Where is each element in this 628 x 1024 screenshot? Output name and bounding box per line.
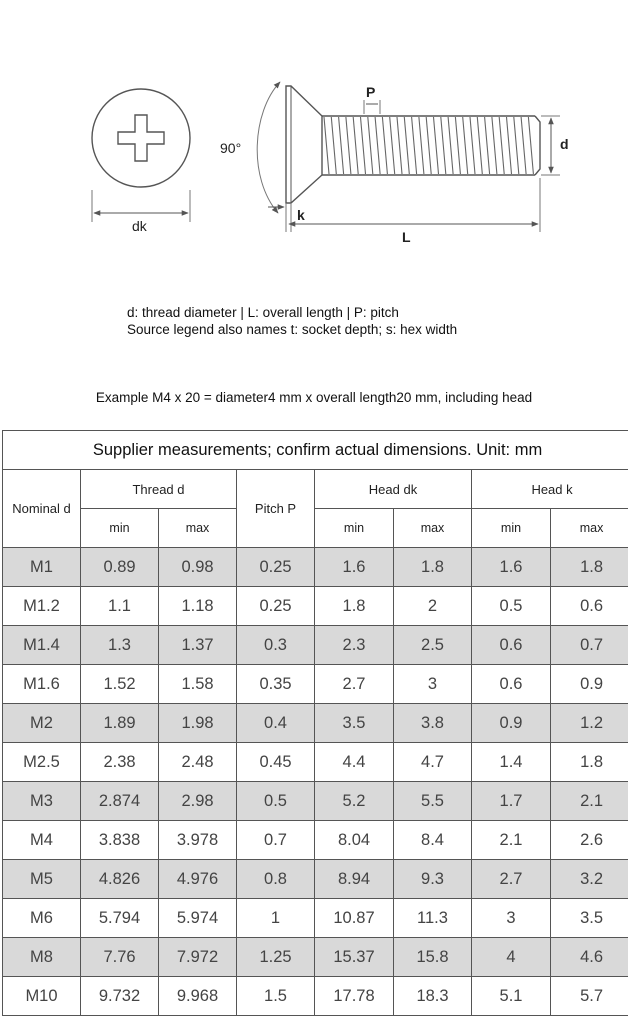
cell-dk-min: 3.5 bbox=[315, 704, 394, 743]
cell-dk-max: 9.3 bbox=[394, 860, 472, 899]
L-label: L bbox=[402, 229, 411, 245]
table-row bbox=[3, 704, 628, 743]
cell-k-min: 1.6 bbox=[472, 548, 551, 587]
cell-thread-min: 7.76 bbox=[81, 938, 159, 977]
angle-label: 90° bbox=[220, 140, 242, 156]
screw-technical-drawing bbox=[0, 0, 628, 290]
cell-k-min: 1.4 bbox=[472, 743, 551, 782]
cell-thread-max: 1.58 bbox=[159, 665, 237, 704]
angle-arc bbox=[257, 82, 280, 213]
cell-nominal: M4 bbox=[3, 821, 81, 860]
cell-k-max: 3.5 bbox=[551, 899, 628, 938]
cell-pitch: 0.25 bbox=[237, 587, 315, 626]
header-k-min: min bbox=[472, 509, 551, 548]
header-k-max: max bbox=[551, 509, 628, 548]
cell-thread-min: 5.794 bbox=[81, 899, 159, 938]
cell-thread-min: 1.89 bbox=[81, 704, 159, 743]
cell-dk-min: 4.4 bbox=[315, 743, 394, 782]
cell-thread-min: 9.732 bbox=[81, 977, 159, 1016]
cell-pitch: 0.25 bbox=[237, 548, 315, 587]
header-thread-min: min bbox=[81, 509, 159, 548]
cell-dk-max: 3.8 bbox=[394, 704, 472, 743]
cell-dk-max: 3 bbox=[394, 665, 472, 704]
cell-pitch: 0.7 bbox=[237, 821, 315, 860]
cell-k-max: 0.7 bbox=[551, 626, 628, 665]
cell-dk-min: 10.87 bbox=[315, 899, 394, 938]
table-row bbox=[3, 977, 628, 1016]
example-note: Example M4 x 20 = diameter4 mm x overall length20 mm, including head bbox=[95, 390, 533, 405]
header-dk-max: max bbox=[394, 509, 472, 548]
cell-k-min: 2.7 bbox=[472, 860, 551, 899]
cell-nominal: M3 bbox=[3, 782, 81, 821]
cell-thread-max: 3.978 bbox=[159, 821, 237, 860]
cell-dk-min: 2.3 bbox=[315, 626, 394, 665]
table-row bbox=[3, 626, 628, 665]
cell-k-max: 2.6 bbox=[551, 821, 628, 860]
cell-k-max: 1.8 bbox=[551, 743, 628, 782]
cell-k-max: 4.6 bbox=[551, 938, 628, 977]
table-row bbox=[3, 782, 628, 821]
cell-thread-min: 4.826 bbox=[81, 860, 159, 899]
cell-dk-max: 5.5 bbox=[394, 782, 472, 821]
cell-k-max: 0.6 bbox=[551, 587, 628, 626]
cell-pitch: 0.45 bbox=[237, 743, 315, 782]
cell-k-max: 5.7 bbox=[551, 977, 628, 1016]
cell-dk-min: 15.37 bbox=[315, 938, 394, 977]
cell-thread-min: 1.52 bbox=[81, 665, 159, 704]
cell-thread-max: 9.968 bbox=[159, 977, 237, 1016]
cell-pitch: 0.3 bbox=[237, 626, 315, 665]
header-dk-min: min bbox=[315, 509, 394, 548]
header-head-k: Head k bbox=[472, 470, 628, 509]
screw-head-top-view bbox=[92, 89, 190, 222]
dimension-table bbox=[2, 430, 628, 1016]
cell-k-max: 0.9 bbox=[551, 665, 628, 704]
cell-dk-min: 8.94 bbox=[315, 860, 394, 899]
cell-k-min: 0.6 bbox=[472, 665, 551, 704]
cell-dk-min: 8.04 bbox=[315, 821, 394, 860]
cell-nominal: M2 bbox=[3, 704, 81, 743]
cell-dk-min: 5.2 bbox=[315, 782, 394, 821]
cell-pitch: 0.35 bbox=[237, 665, 315, 704]
cell-dk-min: 1.6 bbox=[315, 548, 394, 587]
cell-k-min: 3 bbox=[472, 899, 551, 938]
cell-thread-max: 2.48 bbox=[159, 743, 237, 782]
cell-k-max: 1.2 bbox=[551, 704, 628, 743]
table-row bbox=[3, 587, 628, 626]
cell-thread-max: 7.972 bbox=[159, 938, 237, 977]
cell-dk-max: 11.3 bbox=[394, 899, 472, 938]
header-thread-max: max bbox=[159, 509, 237, 548]
cell-thread-min: 1.3 bbox=[81, 626, 159, 665]
cell-thread-max: 4.976 bbox=[159, 860, 237, 899]
table-row bbox=[3, 548, 628, 587]
cell-thread-min: 2.38 bbox=[81, 743, 159, 782]
cell-thread-max: 1.98 bbox=[159, 704, 237, 743]
cell-pitch: 0.4 bbox=[237, 704, 315, 743]
cell-thread-max: 2.98 bbox=[159, 782, 237, 821]
cell-pitch: 1 bbox=[237, 899, 315, 938]
cell-nominal: M2.5 bbox=[3, 743, 81, 782]
header-thread: Thread d bbox=[81, 470, 237, 509]
cell-dk-max: 8.4 bbox=[394, 821, 472, 860]
cell-dk-max: 2 bbox=[394, 587, 472, 626]
cell-k-min: 5.1 bbox=[472, 977, 551, 1016]
cell-dk-max: 18.3 bbox=[394, 977, 472, 1016]
cell-k-min: 0.5 bbox=[472, 587, 551, 626]
cell-dk-max: 4.7 bbox=[394, 743, 472, 782]
cell-pitch: 0.8 bbox=[237, 860, 315, 899]
cell-thread-min: 0.89 bbox=[81, 548, 159, 587]
cell-nominal: M8 bbox=[3, 938, 81, 977]
table-row bbox=[3, 743, 628, 782]
table-row bbox=[3, 821, 628, 860]
table-caption: Supplier measurements; confirm actual dimensions. Unit: mm bbox=[3, 431, 628, 470]
cell-pitch: 1.5 bbox=[237, 977, 315, 1016]
cell-thread-min: 1.1 bbox=[81, 587, 159, 626]
cell-nominal: M1.4 bbox=[3, 626, 81, 665]
cell-dk-max: 15.8 bbox=[394, 938, 472, 977]
cell-thread-max: 5.974 bbox=[159, 899, 237, 938]
cell-nominal: M1.2 bbox=[3, 587, 81, 626]
k-label: k bbox=[297, 207, 305, 223]
cell-k-max: 2.1 bbox=[551, 782, 628, 821]
cell-pitch: 1.25 bbox=[237, 938, 315, 977]
header-head-dk: Head dk bbox=[315, 470, 472, 509]
dimension-legend bbox=[127, 304, 457, 338]
dk-label: dk bbox=[132, 218, 147, 234]
cell-pitch: 0.5 bbox=[237, 782, 315, 821]
cell-k-min: 0.6 bbox=[472, 626, 551, 665]
cell-dk-max: 2.5 bbox=[394, 626, 472, 665]
table-row bbox=[3, 899, 628, 938]
table-row bbox=[3, 665, 628, 704]
header-nominal: Nominal d bbox=[3, 470, 81, 548]
cell-thread-min: 3.838 bbox=[81, 821, 159, 860]
cell-nominal: M1 bbox=[3, 548, 81, 587]
table-row bbox=[3, 860, 628, 899]
table-row bbox=[3, 938, 628, 977]
header-pitch: Pitch P bbox=[237, 470, 315, 548]
cell-thread-min: 2.874 bbox=[81, 782, 159, 821]
cell-dk-min: 2.7 bbox=[315, 665, 394, 704]
cell-k-min: 4 bbox=[472, 938, 551, 977]
cell-nominal: M6 bbox=[3, 899, 81, 938]
cell-k-min: 1.7 bbox=[472, 782, 551, 821]
legend-line-2: Source legend also names t: socket depth; s: hex width bbox=[127, 322, 458, 337]
cell-k-min: 0.9 bbox=[472, 704, 551, 743]
legend-line-1: d: thread diameter | L: overall length | P: pitch bbox=[127, 305, 399, 320]
P-label: P bbox=[366, 84, 376, 100]
cell-k-max: 3.2 bbox=[551, 860, 628, 899]
cell-nominal: M1.6 bbox=[3, 665, 81, 704]
cell-thread-max: 1.37 bbox=[159, 626, 237, 665]
cell-k-min: 2.1 bbox=[472, 821, 551, 860]
cell-dk-max: 1.8 bbox=[394, 548, 472, 587]
cell-nominal: M5 bbox=[3, 860, 81, 899]
cell-dk-min: 17.78 bbox=[315, 977, 394, 1016]
cell-thread-max: 0.98 bbox=[159, 548, 237, 587]
cell-dk-min: 1.8 bbox=[315, 587, 394, 626]
cell-thread-max: 1.18 bbox=[159, 587, 237, 626]
d-label: d bbox=[560, 136, 569, 152]
phillips-cross-icon bbox=[118, 115, 164, 161]
cell-k-max: 1.8 bbox=[551, 548, 628, 587]
cell-nominal: M10 bbox=[3, 977, 81, 1016]
